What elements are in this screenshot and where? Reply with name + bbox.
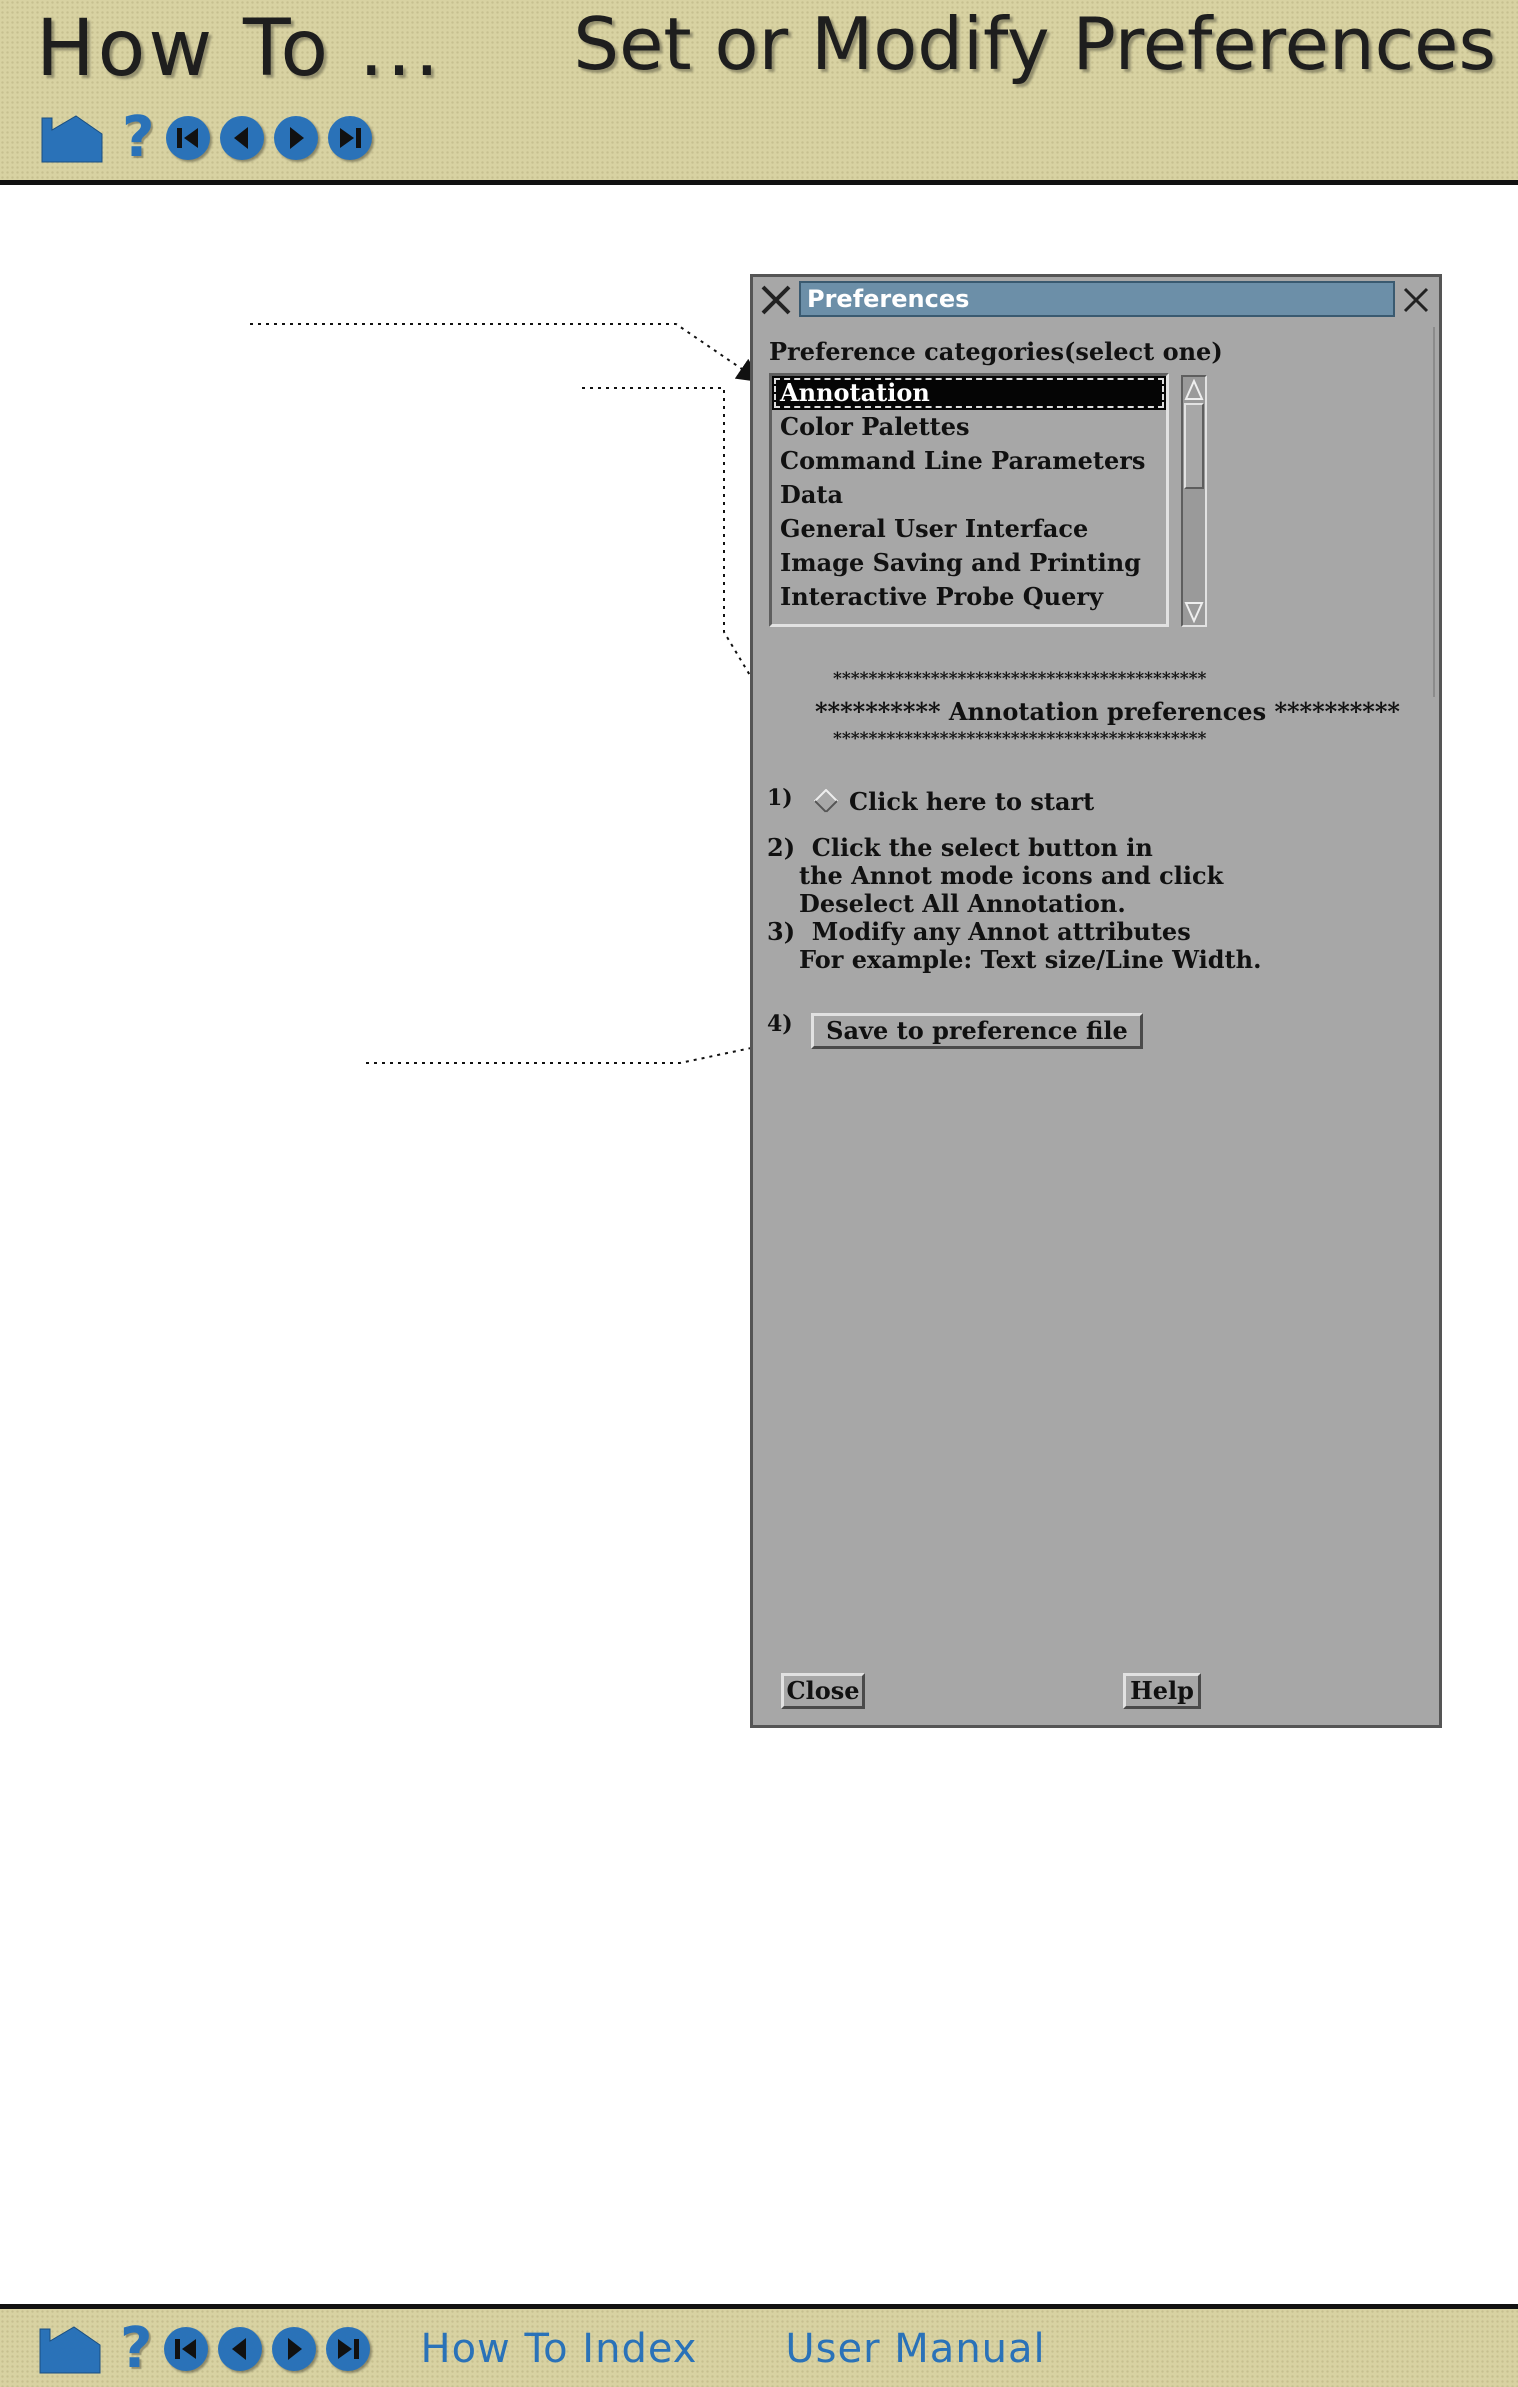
dialog-titlebar[interactable] <box>753 277 1439 323</box>
callout-line-save <box>366 1036 808 1063</box>
first-page-icon[interactable] <box>164 2327 208 2371</box>
close-button[interactable]: Close <box>781 1673 865 1709</box>
help-button[interactable]: Help <box>1123 1673 1201 1709</box>
list-item-image-saving-and-printing[interactable]: Image Saving and Printing <box>780 548 1141 577</box>
list-item-interactive-probe-query[interactable]: Interactive Probe Query <box>780 582 1103 611</box>
step-2-text: 2) Click the select button in <box>767 833 1153 862</box>
step-3-line-2: For example: Text size/Line Width. <box>799 945 1262 974</box>
step-1-text: Click here to start <box>849 787 1095 816</box>
save-to-preference-file-button[interactable]: Save to preference file <box>811 1013 1143 1049</box>
categories-label: Preference categories(select one) <box>769 337 1223 366</box>
previous-page-icon[interactable] <box>218 2327 262 2371</box>
step-1-number: 1) <box>767 785 793 811</box>
scroll-thumb[interactable] <box>1184 403 1204 489</box>
help-icon[interactable]: ? <box>120 2316 153 2381</box>
page-title: Set or Modify Preferences <box>573 2 1496 86</box>
header-title-how-to: How To ... <box>36 4 443 94</box>
help-icon[interactable]: ? <box>122 105 155 170</box>
step-2-line-2: the Annot mode icons and click <box>799 861 1224 890</box>
step-3-text: 3) Modify any Annot attributes <box>767 917 1191 946</box>
step-4-number: 4) <box>767 1011 793 1037</box>
dialog-title: Preferences <box>799 281 1395 317</box>
list-item-annotation[interactable]: Annotation <box>772 376 1166 410</box>
next-page-icon[interactable] <box>272 2327 316 2371</box>
scroll-up-icon[interactable] <box>1184 379 1204 401</box>
callout-line-categories <box>250 324 758 380</box>
last-page-icon[interactable] <box>326 2327 370 2371</box>
window-menu-icon[interactable] <box>759 283 793 317</box>
home-icon[interactable] <box>38 2323 102 2375</box>
list-item-general-user-interface[interactable]: General User Interface <box>780 514 1089 543</box>
list-item-data[interactable]: Data <box>780 480 843 509</box>
close-icon[interactable] <box>1399 283 1433 317</box>
stars-line-top: ****************************************** <box>833 669 1207 689</box>
footer-nav <box>38 2316 1046 2381</box>
step-2-line-3: Deselect All Annotation. <box>799 889 1126 918</box>
list-item-command-line-parameters[interactable]: Command Line Parameters <box>780 446 1146 475</box>
categories-list[interactable] <box>769 373 1169 627</box>
how-to-index-link[interactable]: How To Index <box>420 2326 698 2372</box>
list-item-color-palettes[interactable]: Color Palettes <box>780 412 970 441</box>
preferences-dialog <box>750 274 1442 1728</box>
categories-scrollbar[interactable] <box>1181 375 1207 627</box>
user-manual-link[interactable]: User Manual <box>785 2326 1046 2372</box>
scroll-down-icon[interactable] <box>1184 601 1204 623</box>
start-radio-button[interactable] <box>814 789 838 813</box>
stars-line-bottom: ****************************************** <box>833 729 1207 749</box>
annotation-preferences-heading: ********** Annotation preferences ********** <box>815 697 1400 726</box>
footer-banner <box>0 2304 1518 2387</box>
dialog-divider <box>1433 327 1435 697</box>
